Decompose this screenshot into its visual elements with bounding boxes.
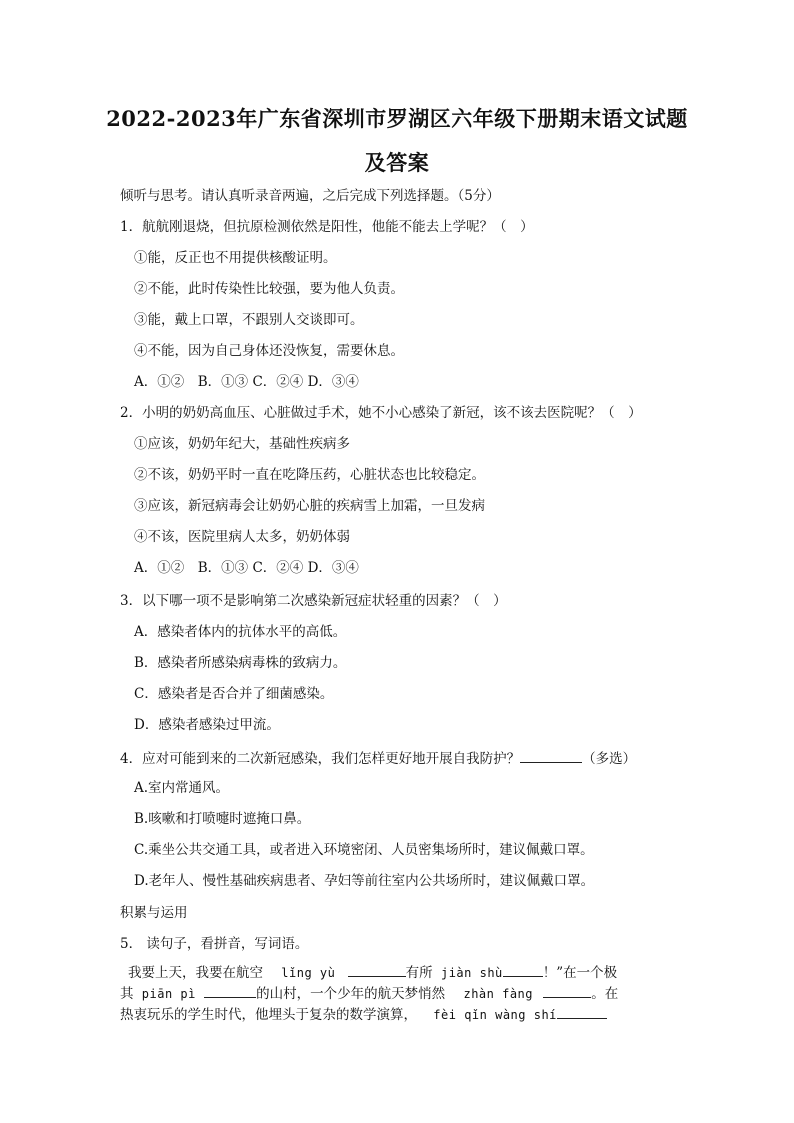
q4-stem-suffix: （多选）	[582, 751, 637, 767]
q3-option: D．感染者感染过甲流。	[134, 717, 280, 733]
q1-option: ③能，戴上口罩，不跟别人交谈即可。	[134, 312, 364, 328]
q1-option: ④不能，因为自己身体还没恢复，需要休息。	[134, 343, 404, 359]
q1-choices: A．①② B．①③ C．②④ D．③④	[134, 374, 359, 390]
section1-intro: 倾听与思考。请认真听录音两遍，之后完成下列选择题。（5分）	[120, 188, 500, 204]
answer-blank[interactable]	[520, 748, 582, 763]
pinyin: piān pì	[141, 987, 196, 1001]
q1-stem: 1．航航刚退烧，但抗原检测依然是阳性，他能不能去上学呢？（ ）	[120, 219, 534, 235]
q4-option: B.咳嗽和打喷嚏时遮掩口鼻。	[134, 811, 311, 827]
q5-text: 热衷玩乐的学生时代，他埋头于复杂的数学演算，	[120, 1007, 417, 1023]
q5-text: 我要上天，我要在航空	[128, 965, 263, 981]
q2-option: ①应该，奶奶年纪大，基础性疾病多	[134, 436, 350, 452]
section2-title: 积累与运用	[120, 905, 188, 921]
q2-stem: 2．小明的奶奶高血压、心脏做过手术，她不小心感染了新冠，该不该去医院呢？（ ）	[120, 405, 642, 421]
pinyin: lǐng yù	[281, 966, 336, 980]
q5-text: 。在	[591, 986, 619, 1002]
q3-option: C．感染者是否合并了细菌感染。	[134, 686, 334, 702]
q4-option: C.乘坐公共交通工具，或者进入环境密闭、人员密集场所时，建议佩戴口罩。	[134, 842, 594, 858]
pinyin: fèi qǐn wàng shí	[433, 1008, 557, 1022]
answer-blank[interactable]	[204, 983, 256, 998]
q4-stem	[120, 748, 636, 768]
q5-stem: 5． 读句子，看拼音，写词语。	[120, 936, 309, 952]
q1-option: ②不能，此时传染性比较强，要为他人负责。	[134, 281, 404, 297]
q5-line2	[120, 983, 618, 1003]
q5-line1	[128, 962, 617, 982]
q1-option: ①能，反正也不用提供核酸证明。	[134, 250, 337, 266]
q5-text: ！”在一个极	[542, 965, 618, 981]
q4-option: A.室内常通风。	[134, 780, 230, 796]
q4-option: D.老年人、慢性基础疾病患者、孕妇等前往室内公共场所时，建议佩戴口罩。	[134, 873, 595, 889]
pinyin: zhàn fàng	[463, 987, 533, 1001]
pinyin: jiàn shù	[440, 966, 503, 980]
doc-title-line1: 2022-2023年广东省深圳市罗湖区六年级下册期末语文试题	[106, 106, 688, 131]
answer-blank[interactable]	[348, 962, 406, 977]
q3-option: A．感染者体内的抗体水平的高低。	[134, 624, 347, 640]
q2-choices: A．①② B．①③ C．②④ D．③④	[134, 560, 359, 576]
q4-stem-text: 4．应对可能到来的二次新冠感染，我们怎样更好地开展自我防护？	[120, 751, 521, 767]
q5-text: 有所	[405, 965, 433, 981]
answer-blank[interactable]	[557, 1004, 607, 1019]
q2-option: ③应该，新冠病毒会让奶奶心脏的疾病雪上加霜，一旦发病	[134, 498, 485, 514]
q2-option: ④不该，医院里病人太多，奶奶体弱	[134, 529, 350, 545]
answer-blank[interactable]	[503, 962, 543, 977]
q5-text: 的山村，一个少年的航天梦悄然	[256, 986, 446, 1002]
doc-title-line2: 及答案	[364, 150, 430, 175]
q3-stem: 3．以下哪一项不是影响第二次感染新冠症状轻重的因素？（ ）	[120, 593, 507, 609]
q5-line3	[120, 1004, 607, 1024]
q2-option: ②不该，奶奶平时一直在吃降压药，心脏状态也比较稳定。	[134, 467, 485, 483]
answer-blank[interactable]	[543, 983, 591, 998]
q3-option: B．感染者所感染病毒株的致病力。	[134, 655, 347, 671]
q5-text: 其	[120, 986, 134, 1002]
